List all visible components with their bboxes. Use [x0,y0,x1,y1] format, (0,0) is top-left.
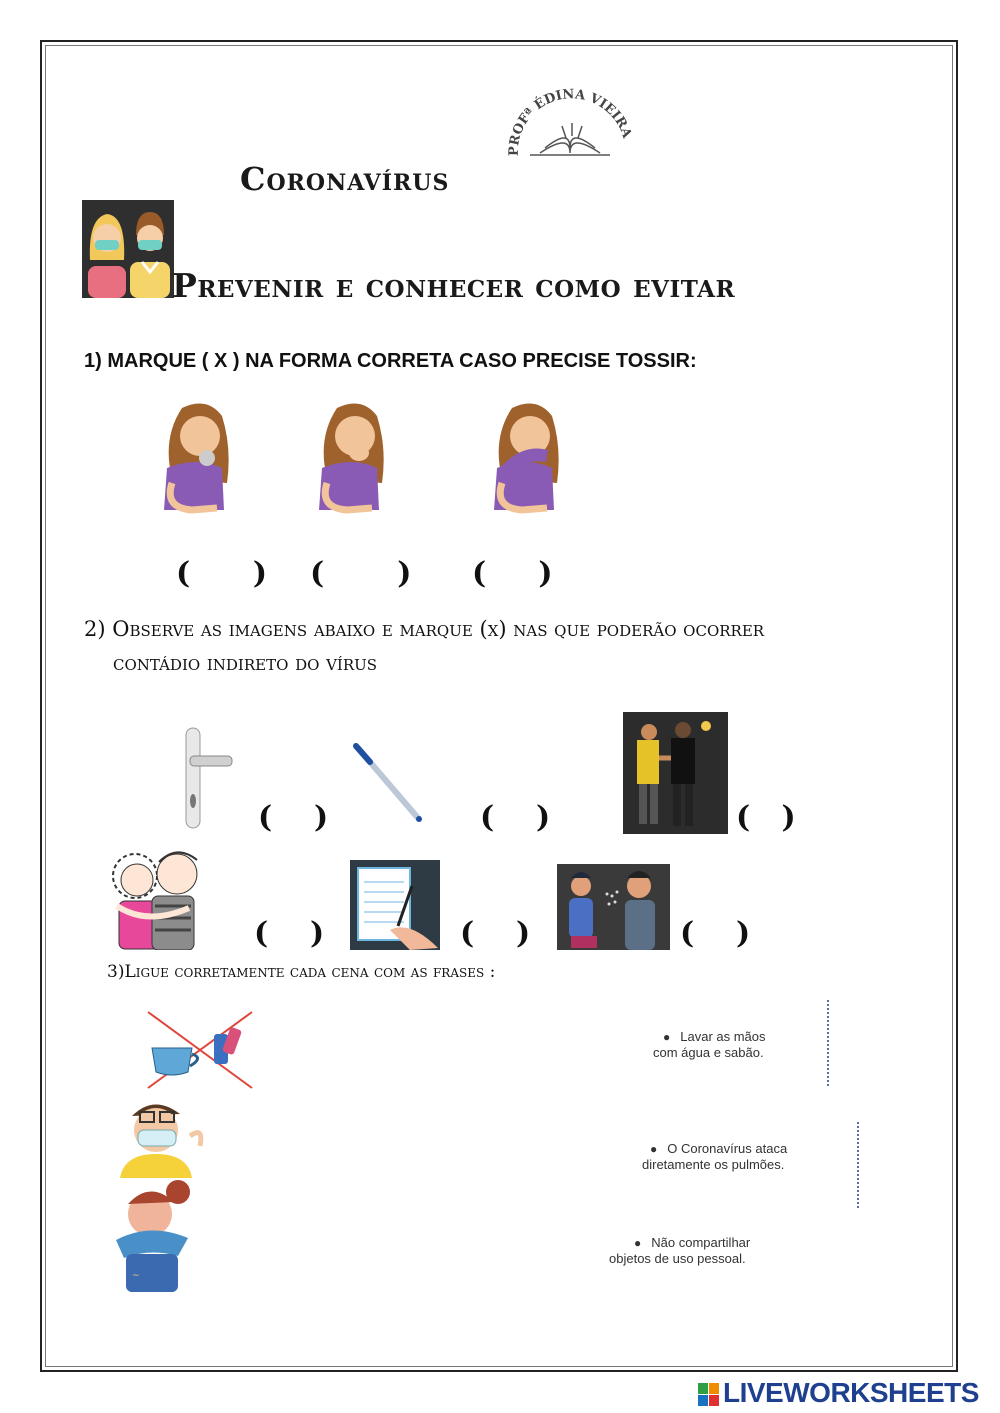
phrase-2-line-1: O Coronavírus ataca [667,1141,788,1156]
liveworksheets-logo [698,1377,979,1409]
q1-option-2-checkbox[interactable]: ( ) [310,556,412,591]
svg-text:~: ~ [132,1271,140,1281]
phrase-3-line-2: objetos de uso pessoal. [609,1251,746,1266]
phrase-2-line-2: diretamente os pulmões. [642,1157,785,1172]
phrase-no-sharing: ● Não compartilhar objetos de uso pessoal. [609,1235,751,1266]
q2-option-2-checkbox[interactable]: ( ) [480,800,551,835]
notebook-writing-image [350,860,440,950]
phrase-3-line-1: Não compartilhar [651,1235,751,1250]
q2-option-5-checkbox[interactable]: ( ) [460,916,531,951]
phrase-1-line-2: com água e sabão. [653,1045,764,1060]
q2-option-1-checkbox[interactable]: ( ) [258,800,329,835]
question-1-text: 1) MARQUE ( X ) NA FORMA CORRETA CASO PRECISE TOSSIR: [84,350,697,372]
question-3-text: 3)Ligue corretamente cada cena com as frases : [107,962,496,982]
q2-option-4-checkbox[interactable]: ( ) [254,916,325,951]
masked-kids-icon [82,200,174,298]
teacher-stamp-logo [500,78,635,163]
liveworksheets-mark-icon [698,1383,720,1407]
liveworksheets-brand: LIVEWORKSHEETS [723,1377,979,1408]
q2-option-3-checkbox[interactable]: ( ) [736,800,796,835]
cough-elbow-illustration [482,398,572,518]
sneezing-people-image [557,864,670,950]
question-2-line-1: 2) Observe as imagens abaixo e marque (x) nas que poderão ocorrer [84,617,765,641]
q2-option-6-checkbox[interactable]: ( ) [680,916,751,951]
stamp-text: PROFª ÉDINA VIEIRA [506,87,635,157]
phrase-wash-hands: ● Lavar as mãos com água e sabão. [653,1029,766,1060]
sick-person-image [108,1178,202,1294]
cough-hand-covering-illustration [307,398,397,518]
pen-icon [350,742,426,826]
door-handle-icon [178,726,238,830]
hug-illustration [97,846,212,950]
mask-wearing-boy-image [110,1096,216,1178]
page-subtitle: Prevenir e conhecer como evitar [172,266,736,305]
question-2-line-2: contádio indireto do vírus [113,651,378,675]
q1-option-3-checkbox[interactable]: ( ) [472,556,553,591]
connector-dots-2[interactable] [857,1122,859,1208]
connector-dots-1[interactable] [827,1000,829,1086]
phrase-1-line-1: Lavar as mãos [680,1029,766,1044]
question-2-text [84,612,964,680]
page-title: Coronavírus [240,160,450,198]
cough-hand-open-illustration [152,398,242,518]
handshake-image [623,712,728,834]
no-sharing-objects-image [142,1008,258,1090]
q1-option-1-checkbox[interactable]: ( ) [176,556,268,591]
phrase-coronavirus-lungs: ● O Coronavírus ataca diretamente os pulmões. [642,1141,788,1172]
